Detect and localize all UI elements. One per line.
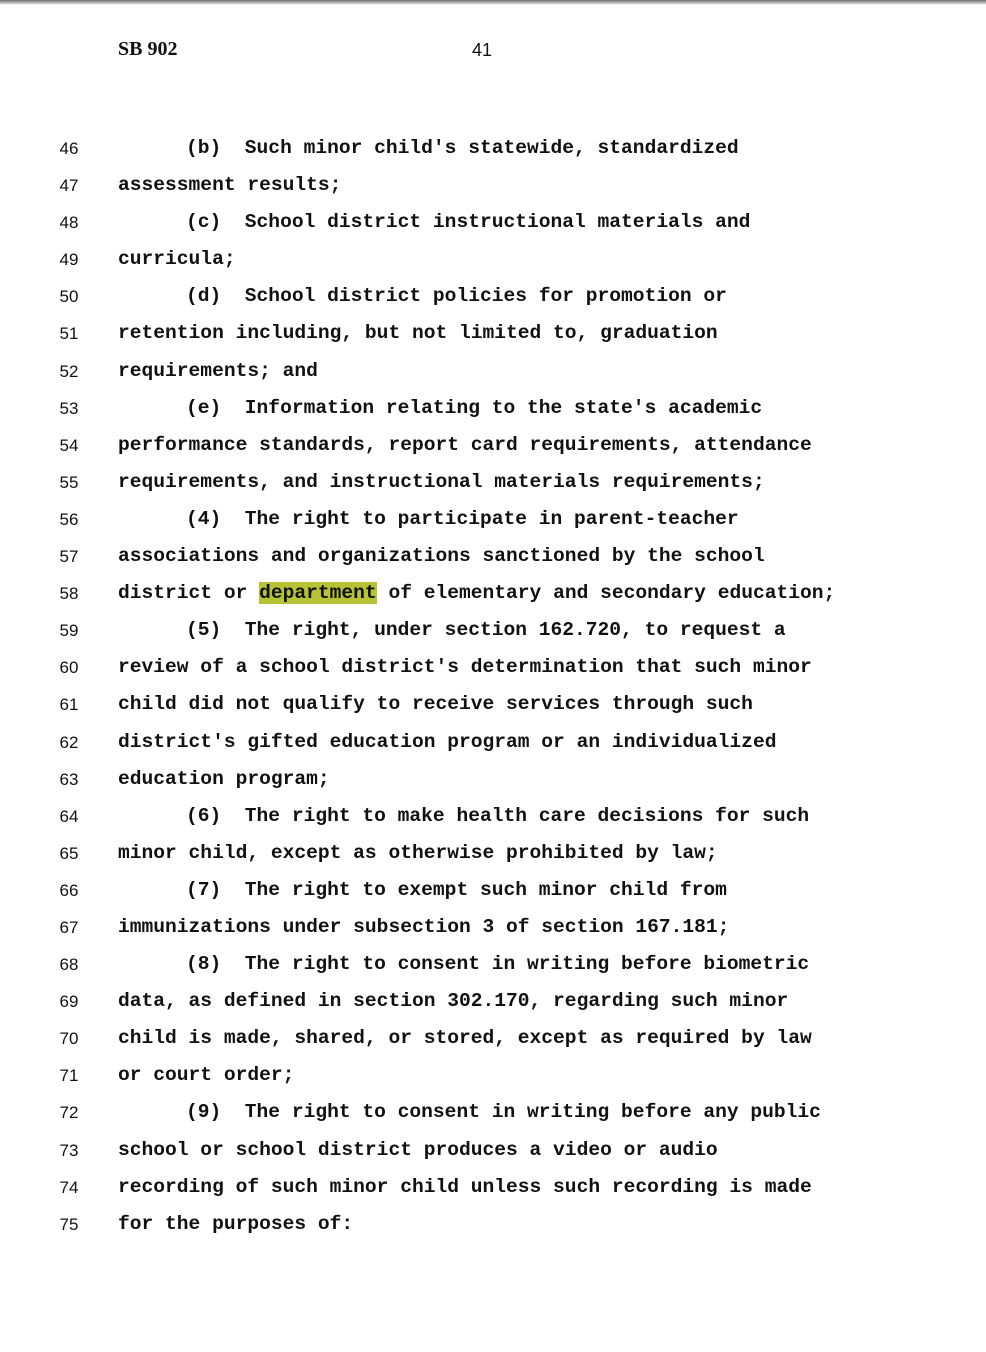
line-text	[118, 353, 318, 390]
text-segment: immunizations under subsection 3 of section 167.181;	[118, 915, 730, 938]
text-segment: review of a school district's determination that such minor	[118, 656, 812, 679]
line-number: 58	[59, 584, 79, 604]
bill-line	[0, 353, 986, 390]
line-number: 48	[59, 213, 79, 233]
bill-line	[0, 835, 986, 872]
line-number: 47	[59, 176, 79, 196]
line-text	[118, 1132, 718, 1169]
line-number: 60	[59, 658, 79, 678]
line-number: 46	[59, 139, 79, 158]
text-segment: or court order;	[118, 1064, 295, 1087]
line-text	[186, 390, 762, 427]
line-number: 59	[59, 621, 79, 641]
text-segment: (c) School district instructional materials and	[186, 211, 751, 234]
line-number: 61	[59, 695, 79, 715]
text-segment: curricula;	[118, 248, 236, 271]
line-text	[118, 575, 835, 612]
bill-line	[0, 390, 986, 427]
bill-line	[0, 724, 986, 761]
line-number: 53	[59, 398, 79, 418]
bill-line	[0, 1169, 986, 1206]
line-text	[186, 501, 739, 538]
bill-line	[0, 798, 986, 835]
text-segment: (e) Information relating to the state's academic	[186, 396, 763, 419]
line-number: 73	[59, 1140, 79, 1160]
line-text	[118, 315, 718, 352]
text-segment: (7) The right to exempt such minor child from	[186, 878, 727, 901]
bill-line	[0, 1094, 986, 1131]
bill-line	[0, 464, 986, 501]
text-segment: (8) The right to consent in writing before biometric	[186, 953, 810, 976]
line-number: 66	[59, 880, 79, 900]
line-number: 55	[59, 472, 79, 492]
line-number: 52	[59, 361, 79, 381]
bill-line	[0, 761, 986, 798]
line-text	[118, 724, 776, 761]
line-number: 71	[59, 1066, 79, 1086]
text-segment: child did not qualify to receive services through such	[118, 693, 753, 716]
bill-line	[0, 204, 986, 241]
line-text	[186, 130, 739, 167]
bill-line	[0, 427, 986, 464]
bill-line	[0, 909, 986, 946]
bill-line	[0, 612, 986, 649]
line-text	[118, 686, 753, 723]
text-segment: requirements; and	[118, 359, 318, 382]
bill-line	[0, 1132, 986, 1169]
text-segment: district or	[118, 582, 260, 605]
line-text	[118, 1206, 353, 1243]
line-text	[118, 241, 236, 278]
line-text	[118, 464, 765, 501]
bill-line	[0, 1020, 986, 1057]
line-text	[118, 538, 765, 575]
bill-line	[0, 686, 986, 723]
line-number: 56	[59, 509, 79, 529]
line-number: 72	[59, 1103, 79, 1123]
top-border	[0, 0, 986, 5]
line-number: 75	[59, 1214, 79, 1234]
text-segment: (b) Such minor child's statewide, standardized	[186, 137, 739, 159]
text-segment: performance standards, report card requirements, attendance	[118, 433, 812, 456]
bill-line	[0, 575, 986, 612]
bill-line	[0, 130, 986, 167]
line-text	[118, 761, 330, 798]
text-segment: (9) The right to consent in writing before any public	[186, 1101, 821, 1124]
bill-line	[0, 241, 986, 278]
bill-line	[0, 278, 986, 315]
line-text	[118, 427, 812, 464]
line-text	[118, 649, 812, 686]
bill-line	[0, 167, 986, 204]
page-number: 41	[472, 40, 493, 60]
line-text	[186, 798, 809, 835]
line-number: 64	[59, 806, 79, 826]
text-segment: (5) The right, under section 162.720, to request a	[186, 619, 786, 642]
line-text	[118, 1169, 812, 1206]
line-text	[118, 909, 729, 946]
line-text	[186, 204, 750, 241]
text-segment: retention including, but not limited to, graduation	[118, 322, 718, 345]
line-number: 68	[59, 955, 79, 975]
line-text	[118, 1020, 812, 1057]
bill-text-body	[0, 130, 986, 1243]
line-number: 67	[59, 917, 79, 937]
line-text	[186, 1094, 821, 1131]
line-text	[186, 612, 786, 649]
line-number: 65	[59, 843, 79, 863]
line-text	[118, 167, 341, 204]
bill-line	[0, 983, 986, 1020]
line-number: 62	[59, 732, 79, 752]
line-text	[118, 983, 788, 1020]
text-segment: requirements, and instructional materials requirements;	[118, 470, 765, 493]
line-number: 63	[59, 769, 79, 789]
bill-line	[0, 872, 986, 909]
text-segment: district's gifted education program or an individualized	[118, 730, 777, 753]
line-number: 50	[59, 287, 79, 307]
line-number: 70	[59, 1029, 79, 1049]
text-segment: data, as defined in section 302.170, regarding such minor	[118, 990, 789, 1013]
text-segment: (d) School district policies for promotion or	[186, 285, 727, 308]
line-text	[118, 835, 718, 872]
line-number: 57	[59, 547, 79, 567]
line-text	[186, 278, 727, 315]
highlighted-term: department	[259, 582, 377, 605]
text-segment: education program;	[118, 767, 330, 790]
text-segment: recording of such minor child unless such recording is made	[118, 1175, 812, 1198]
text-segment: (6) The right to make health care decisions for such	[186, 804, 810, 827]
line-text	[186, 872, 727, 909]
line-text	[118, 1057, 294, 1094]
text-segment: for the purposes of:	[118, 1212, 354, 1235]
bill-line	[0, 501, 986, 538]
bill-line	[0, 1057, 986, 1094]
bill-line	[0, 649, 986, 686]
line-number: 74	[59, 1177, 79, 1197]
bill-line	[0, 315, 986, 352]
bill-line	[0, 1206, 986, 1243]
line-number: 49	[59, 250, 79, 270]
line-number: 54	[59, 435, 79, 455]
text-segment: associations and organizations sanctioned by the school	[118, 545, 765, 568]
text-segment: child is made, shared, or stored, except as required by law	[118, 1027, 812, 1050]
text-segment: (4) The right to participate in parent-teacher	[186, 507, 739, 530]
text-segment: of elementary and secondary education;	[376, 582, 836, 605]
text-segment: school or school district produces a video or audio	[118, 1138, 718, 1161]
bill-line	[0, 946, 986, 983]
line-number: 69	[59, 992, 79, 1012]
text-segment: minor child, except as otherwise prohibited by law;	[118, 841, 718, 864]
bill-number: SB 902	[118, 38, 178, 60]
line-text	[186, 946, 809, 983]
text-segment: assessment results;	[118, 174, 342, 197]
bill-line	[0, 538, 986, 575]
line-number: 51	[59, 324, 79, 344]
